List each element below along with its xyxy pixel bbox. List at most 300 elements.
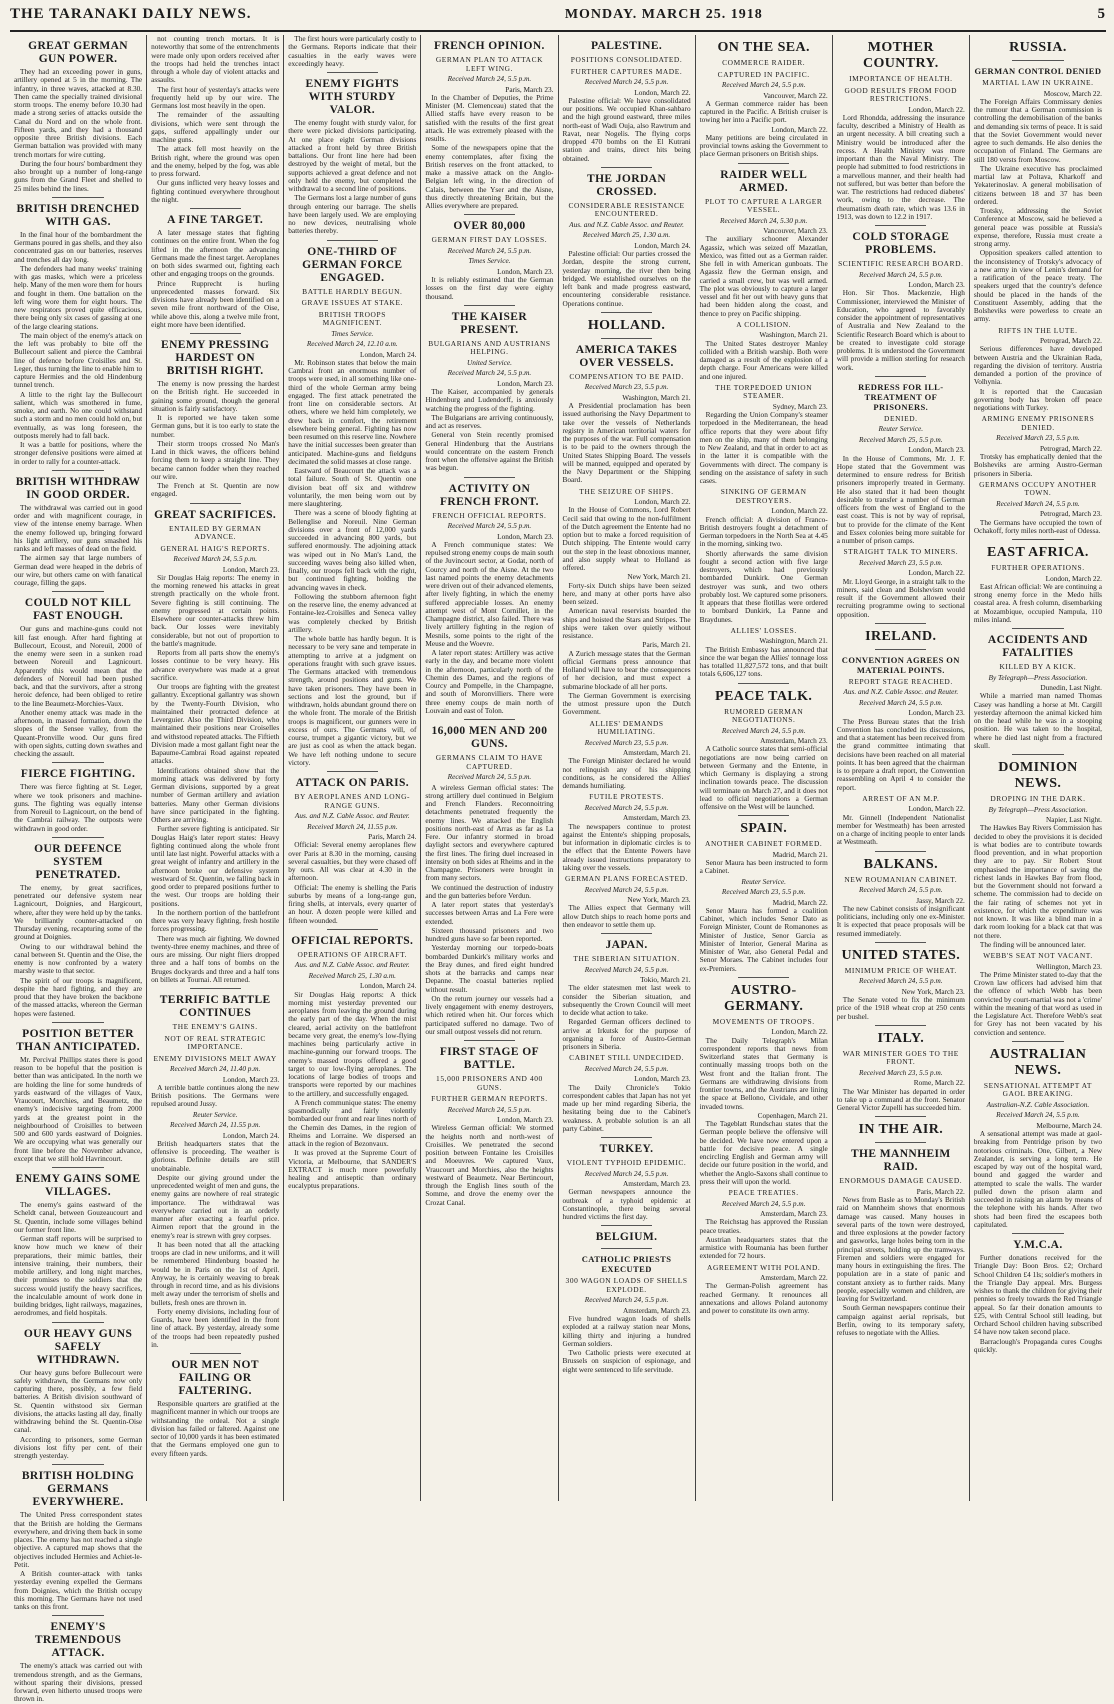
article-paragraph: The German Government is exercising the utmost pressure upon the Dutch Government.: [562, 690, 691, 717]
section-divider: [601, 1248, 652, 1249]
headline: 16,000 MEN AND 200 GUNS.: [431, 725, 548, 750]
article-paragraph: The Bulgarians are arriving continuously, and act as reserves.: [425, 412, 554, 430]
section-divider: [875, 649, 926, 650]
article-paragraph: Wireless German official: We stormed the heights north and north-west of Croisilles. We penetrated the second position between Fontaine les Croisilles and Moeuvres. We captured Vaux, Vraucourt and Morchies, also the heights westward of Beaumetz. Near Bertincourt, through the English lines south of the Somme, and drove the enemy over the Crozat Canal.: [425, 1123, 554, 1207]
subheadline: ENEMY DIVISIONS MELT AWAY: [153, 1053, 277, 1063]
subheadline: WAR MINISTER GOES TO THE FRONT.: [842, 1048, 959, 1067]
section-divider: [52, 1464, 103, 1465]
article-paragraph: The Daily Chronicle's Tokio correspondent cables that Japan has not yet made up her mind regarding Siberia, the hesitating being due to the Cabinet's weakness. A probable solution is an all party Cabinet.: [562, 1082, 691, 1133]
cable-credit: Received March 23, 5.5 p.m.: [721, 887, 806, 896]
column-container: [10, 34, 1106, 1704]
dateline: Washington, March 21.: [622, 392, 691, 402]
dateline: Moscow, March 22.: [1043, 88, 1102, 98]
cable-credit: Received March 24, 5.5 p.m.: [584, 884, 669, 894]
article-paragraph: Our troops are fighting with the greatest gallantry. Exceptional gallantry was shown by the Twenty-Fourth Division, who maintained their protracted defence at Leverguier. Also the Third Division, who maintained their positions near Croiselles and withstood repeated attacks. The Fiftieth Division made a most gallant fight near the Bapaume-Cambrai Road against repeated attacks.: [151, 682, 280, 766]
dateline: Amsterdam, March 23.: [622, 1305, 691, 1315]
dateline: London, March 23.: [222, 1074, 280, 1084]
article-paragraph: In the House of Commons, Mr. J. F. Hope stated that the Government was determined to ensure redress for British prisoners improperly treated in Germany. He also stated that it had been thought desirable to transfer a number of German officers from the west of England to the east coast. This is not by way of reprisal, but to provide for the climate of the Kent and Essex colonies being more suitable for a number of prison camps.: [836, 453, 965, 545]
dateline: London, March 22.: [771, 124, 828, 134]
article-paragraph: Many petitions are being circulated in provincial towns asking the Government to place German prisoners on British ships.: [699, 132, 828, 159]
section-divider: [464, 214, 515, 215]
article-paragraph: A Presidential proclamation has been issued authorising the Navy Department to take over the vessels of Netherlands registry in American territorial waters for the purposes of the war. Full compensation is to be paid to the owners through the United States Shipping Board. The vessels will be manned, equipped and operated by the Navy Department or the Shipping Board.: [562, 401, 691, 485]
article-paragraph: Serious differences have developed between Austria and the Ukrainian Rada, regarding the division of territory. Austria demanded a portion of the province of Volhynia.: [973, 344, 1102, 387]
article-paragraph: British headquarters states that the offensive is proceeding. The weather is glorious. Definite details are still unobtainable.: [151, 1138, 280, 1173]
subheadline: GENERAL HAIG'S REPORTS.: [160, 543, 270, 553]
subheadline: GERMANS CLAIM TO HAVE CAPTURED.: [435, 753, 544, 771]
headline: MOTHER COUNTRY.: [862, 40, 939, 71]
headline: FIERCE FIGHTING.: [20, 768, 136, 781]
article-paragraph: A terrible battle continues along the new British positions. The Germans were repulsed around Jussy.: [151, 1082, 280, 1109]
article-paragraph: There was fierce fighting at St. Leger, where we took prisoners and machine-guns. The fighting was equally intense from Noreuil to Lagnicourt, on the bend of the Cambrai railway. The outposts were withdrawn in good order.: [14, 782, 143, 833]
subheadline: ENTAILED BY GERMAN ADVANCE.: [168, 523, 262, 541]
newspaper-title: THE TARANAKI DAILY NEWS.: [10, 6, 252, 22]
article-paragraph: The elder statesmen met last week to consider the Siberian situation, and subsequently the Crown Council will meet to decide what action to take.: [562, 983, 691, 1017]
article-paragraph: It is reliably estimated that the German losses on the first day were eighty thousand.: [425, 275, 554, 301]
cable-credit: Received March 24, 5.5 p.m.: [173, 554, 257, 563]
article-paragraph: Palestine official: We have consolidated our positions. We occupied Khan-sahbaro and the high ground eastward, three miles north-east of Wadi Ouja, also Rawtrum and Ravat, near Nogelis. The flying corps dropped 470 bombs on the El Kutrani station and trains, direct hits being obtained.: [562, 95, 691, 163]
headline: ONE-THIRD OF GERMAN FORCE ENGAGED.: [302, 245, 403, 284]
article-paragraph: Lord Rhondda, addressing the insurance faculty, described a Ministry of Health as an urgent necessity. A bill creating such a Ministry would be introduced after the recess. A Health Ministry was more important than the Naval Ministry. The people had submitted to food restrictions in a marvellous manner, and their health had not suffered, but was better than before the war. The restrictions had reduced diabetes' work, owing to the decrease. The rheumatism death rate, which was 13.6 in 1913, was down to 12.2 in 1917.: [836, 112, 965, 221]
article-paragraph: A wireless German official states: The strong artillery duel continued in Belgium and French Flanders. Reconnoitring detachments penetrated frequently the enemy lines. We attacked the English positions north-east of Arras as far as La Fere. Our infantry stormed in broad daylight sectors and everywhere captured the first lines. The firing duel increased in intensity on both sides at Rheims and in the Champagne. Prisoners were brought in from many sectors.: [425, 782, 554, 883]
article-paragraph: Sixteen thousand prisoners and two hundred guns have so far been reported.: [425, 925, 554, 943]
cable-credit: Received March 24, 5.5 p.m.: [447, 772, 532, 781]
section-divider: [327, 240, 378, 241]
subheadline: ALLIES' DEMANDS HUMILIATING.: [589, 718, 664, 736]
headline: FRENCH OPINION.: [434, 40, 545, 52]
article-paragraph: Palestine official: Our parties crossed the Jordan, despite the strong current, yesterday morning, the river then being bridged. We established ourselves on the left bank and made progress eastward, encountering considerable resistance. Operations continue.: [562, 249, 691, 308]
section-divider: [875, 1025, 926, 1026]
section-divider: [327, 72, 378, 73]
article-paragraph: Forty-six Dutch ships have been seized here, and many at other ports have also been seized.: [562, 580, 691, 606]
headline: IN THE AIR.: [858, 1122, 944, 1138]
article-paragraph: The United States destroyer Manley collided with a British warship. Both were damaged as a result of the explosion of a depth charge. Four Americans were killed and one injured.: [699, 338, 828, 381]
subheadline: AGREEMENT WITH POLAND.: [707, 1262, 821, 1272]
article-paragraph: It was proved at the Supreme Court of Victoria, at Melbourne, that SANDER'S EXTRACT is much more powerfully healing and antiseptic than ordinary eucalyptus preparations.: [288, 1148, 417, 1191]
cable-credit: Received March 24, 5.5 p.m.: [996, 498, 1080, 508]
dateline: Petrograd, March 22.: [1039, 443, 1102, 453]
dateline: New York, March 23.: [901, 986, 965, 996]
headline: FIRST STAGE OF BATTLE.: [439, 1046, 539, 1071]
headline: IRELAND.: [865, 628, 937, 644]
subheadline: POSITIONS CONSOLIDATED.: [570, 55, 683, 64]
subheadline: SENSATIONAL ATTEMPT AT GAOL BREAKING.: [983, 1080, 1092, 1099]
headline: OUR MEN NOT FAILING OR FALTERING.: [171, 1359, 259, 1397]
article-paragraph: The Foreign Affairs Commissary denies the rumour that a German commission is controlling the demobilisation of the banks and demanding six terms of peace. It is said that the Soviet Government would never agree to such demands. He also denies the occupation of Finland. The Germans are still 180 versts from Moscow.: [973, 96, 1102, 164]
section-divider: [738, 815, 789, 816]
cable-credit: Received March 23, 5.5 p.m.: [584, 382, 669, 392]
dateline: London, March 24.: [222, 1130, 280, 1140]
cable-credit: Received March 24, 5.5 p.m.: [859, 976, 943, 986]
article-paragraph: Opposition speakers called attention to the inconsistency of Trotsky's advocacy of a new army in view of Lenin's demand for a ratification of the peace treaty. The speakers urged that the country's defence should be placed in the hands of the Constituent Assembly, adding that the Bolsheviks were powerless to create an army.: [973, 248, 1102, 324]
article-paragraph: Mr. Robinson states that below the main Cambrai front an enormous number of troops were used, in all something like one-third of the whole German army being engaged. The first attack penetrated the front line on considerable sectors. At others, where we held him completely, we drew back in comfort, the retirement elsewhere being general. Fighting has now been resumed on this reserve line. Nowhere have the initial successes been greater than anticipated. Machine-guns and fieldguns decimated the solid masses at close range.: [288, 357, 417, 466]
headline: GREAT GERMAN GUN POWER.: [28, 40, 129, 65]
section-divider: [1012, 539, 1063, 540]
article-paragraph: The airmen say that large numbers of German dead were heaped in the debris of our wire, but others came on with fanatical courage, filling the gaps.: [14, 553, 143, 587]
headline: HOLLAND.: [587, 317, 666, 333]
section-divider: [52, 1615, 103, 1616]
headline: Y.M.C.A.: [1013, 1239, 1063, 1251]
cable-credit: Aus. and N.Z. Cable Assoc. and Reuter.: [843, 687, 959, 697]
article-paragraph: The British Embassy has announced that since the war began the Allies' tonnage loss has totalled 11,827,572 tons, and that built totals 6,606,127 tons.: [699, 644, 828, 679]
article-paragraph: The enemy fought with sturdy valor, for there were picked divisions participating. At one place eight German divisions attacked a front held by three British battalions. Our front line here had been destroyed by the weight of metal, but the supports achieved a great defence and not only held the enemy, but completed the withdrawal to a second line of positions.: [288, 118, 417, 193]
article-paragraph: A little to the right lay the Bullecourt salient, which was smothered in fume, smoke, and earth. No one could withstand such a storm and no men could hold on, but eventually, as was long foreseen, the outposts merely had to fall back.: [14, 389, 143, 440]
subheadline: FURTHER CAPTURES MADE.: [570, 66, 683, 76]
article-paragraph: General von Stein recently promised General Hindenburg that the Austrians would concentrate on the eastern French front when the offensive against the British was begun.: [425, 430, 554, 473]
subheadline: 300 WAGON LOADS OF SHELLS EXPLODE.: [565, 1276, 688, 1294]
subheadline: MARTIAL LAW IN UKRAINE.: [982, 78, 1094, 87]
subheadline: THE SIBERIAN SITUATION.: [573, 954, 680, 963]
article-paragraph: According to prisoners, some German divisions lost fifty per cent. of their strength yesterday.: [14, 1434, 143, 1460]
subheadline: CAPTURED IN PACIFIC.: [717, 69, 810, 79]
cable-credit: Received March 24, 11.55 p.m.: [307, 821, 398, 831]
headline: A FINE TARGET.: [167, 214, 264, 226]
cable-credit: Times Service.: [468, 256, 511, 266]
dateline: London, March 22.: [908, 104, 965, 114]
cable-credit: Received March 24, 5.5 p.m.: [996, 1110, 1080, 1120]
article-paragraph: Trotsky has emphatically denied that the Bolsheviks are arming Austro-German prisoners in Siberia.: [973, 452, 1102, 478]
section-divider: [464, 1040, 515, 1041]
cable-credit: Aus. and N.Z. Cable Assoc. and Reuter.: [294, 811, 410, 820]
subheadline: FURTHER OPERATIONS.: [991, 563, 1085, 572]
subheadline: MINIMUM PRICE OF WHEAT.: [844, 965, 957, 975]
dateline: Paris, March 24.: [368, 832, 417, 841]
article-paragraph: The Daily Telegraph's Milan correspondent reports that news from Switzerland states that Germany is continually massing troops both on the West front and the Italian front. The Germans are withdrawing divisions from frontier towns, and the Austrians are lining the space at Bellono, Cividale, and other invaded towns.: [699, 1035, 828, 1111]
headline: ENEMY GAINS SOME VILLAGES.: [15, 1173, 141, 1198]
headline: COLD STORAGE PROBLEMS.: [852, 231, 950, 256]
article-paragraph: In the final hour of the bombardment the Germans poured in gas shells, and they also concentrated gas on our batteries, reserves and trenches all day long.: [14, 229, 143, 264]
dateline: Petrograd, March 22.: [1039, 336, 1102, 345]
cable-credit: Received March 23, 5.5 p.m.: [584, 737, 669, 747]
section-divider: [190, 333, 241, 334]
subheadline: GRAVE ISSUES AT STAKE.: [301, 298, 404, 307]
subheadline: FUTILE PROTESTS.: [589, 792, 664, 802]
article-paragraph: Shortly afterwards the same division fought a second action with five large destroyers, which had previously bombarded Dunkirk. One German destroyer was sunk, and two others probably lost. We captured some prisoners. It appears that these flotillas were ordered to bombard Dunkirk, La Panne and Braydunes.: [699, 548, 828, 624]
subheadline: REPORT STAGE REACHED.: [848, 676, 953, 686]
dateline: Amsterdam, March 21.: [622, 748, 691, 757]
article-paragraph: Senor Maura has formed a coalition Cabinet, which includes Senor Dato as Foreign Minister, Count de Romanones as Minister of Justice, Senor Garcia as Minister of Interior, General Marina as Minister of War, also General Pedal and Senor Moraes. The Cabinet includes four ex-Premiers.: [699, 905, 828, 973]
article-paragraph: Prince Rupprecht is hurling unprecedented masses forward. Six divisions have already been identified on a seven mile front northward of the Oise, while above this, along a twelve mile front, eight more have been identified.: [151, 278, 280, 329]
section-divider: [601, 1225, 652, 1226]
cable-credit: Aus. and N.Z. Cable Assoc. and Reuter.: [294, 960, 410, 970]
article-paragraph: Owing to our withdrawal behind the canal between St. Quentin and the Oise, the enemy is now confronted by a watery marshy waste to that sector.: [14, 941, 143, 976]
dateline: Amsterdam, March 23.: [622, 1179, 691, 1188]
subheadline: OPERATIONS OF AIRCRAFT.: [297, 949, 408, 959]
article-paragraph: Responsible quarters are gratified at the magnificent manner in which our troops are withstanding the ordeal. Not a single division has failed or faltered. Against one sector of 10,000 yards it has been estimated that the Germans employed one gun to every fifteen yards.: [151, 1399, 280, 1458]
article-paragraph: There was much air fighting. We downed twenty-three enemy machines, and three of ours are missing. Our night fliers dropped three and a half tons of bombs on the Bruges dockyards and three and a half tons on billets at Tournai. All returned.: [151, 933, 280, 984]
subheadline: A COLLISION.: [736, 319, 792, 329]
subheadline: RIFTS IN THE LUTE.: [998, 325, 1078, 335]
subheadline: THE ENEMY'S GAINS.: [172, 1022, 258, 1031]
column: [969, 35, 1106, 1501]
subheadline: ARMING ENEMY PRISONERS DENIED.: [981, 414, 1095, 432]
dateline: London, March 23.: [222, 564, 280, 574]
section-divider: [1012, 754, 1063, 755]
article-paragraph: It is reported we have taken some German guns, but it is too early to state the number.: [151, 413, 280, 439]
section-divider: [738, 683, 789, 684]
article-paragraph: Our guns inflicted very heavy losses and fighting continued everywhere throughout the night.: [151, 178, 280, 204]
dateline: London, March 23.: [497, 531, 554, 541]
article-paragraph: The new Cabinet consists of insignificant politicians, including only one ex-Minister. It is expected that peace proposals will be resumed immediately.: [836, 903, 965, 938]
cable-credit: Received March 24, 12.10 a.m.: [306, 339, 398, 348]
section-divider: [190, 208, 241, 209]
subheadline: FRENCH OFFICIAL REPORTS.: [432, 510, 547, 520]
article-paragraph: The first hour of yesterday's attacks were frequently held up by our wire. The Germans lost most heavily in the open.: [151, 84, 280, 110]
cable-credit: Australian-N.Z. Cable Association.: [986, 1099, 1090, 1109]
subheadline: BRITISH TROOPS MAGNIFICENT.: [318, 309, 386, 327]
cable-credit: Received March 24, 5.5 p.m.: [859, 885, 943, 894]
column: [420, 35, 557, 1501]
section-divider: [1012, 1041, 1063, 1042]
headline: GREAT SACRIFICES.: [154, 508, 277, 521]
section-divider: [52, 1322, 103, 1323]
article-paragraph: Two Catholic priests were executed at Brussels on suspicion of espionage, and eight were sentenced to life servitude.: [562, 1348, 691, 1374]
cable-credit: By Telegraph—Press Association.: [988, 672, 1088, 682]
article-paragraph: East African official: We are continuing a strong enemy force in the Medo hills coastal area. A fresh column, disembarking at Mozambique, occupied Nampula, 110 miles inland.: [973, 581, 1102, 624]
dateline: London, March 23.: [497, 378, 554, 388]
article-paragraph: Official: The enemy is shelling the Paris suburbs by means of a long-range gun, firing shells, at intervals, every quarter of an hour. A dozen people were killed and fifteen wounded.: [288, 882, 417, 925]
subheadline: BATTLE HARDLY BEGUN.: [302, 286, 403, 296]
dateline: Amsterdam, March 23.: [760, 1209, 828, 1218]
cable-credit: Reuter Service.: [741, 876, 786, 886]
column: [10, 35, 146, 1704]
cable-credit: Received March 23, 5.5 p.m.: [996, 433, 1080, 443]
headline: EAST AFRICA.: [987, 545, 1089, 560]
article-paragraph: not counting trench mortars. It is noteworthy that some of the entrenchments were made only upon orders received after the troops had held the trenches intact through a whole day of violent attacks and assaults.: [151, 34, 280, 85]
cable-credit: Received March 25, 5.5 p.m.: [859, 434, 943, 444]
article-paragraph: Yesterday morning our torpedo-boats bombarded Dunkirk's military works and the Bray dunes, and fired eight hundred shots at the barracks and camps near Depanne. The coastal batteries replied without result.: [425, 943, 554, 994]
headline: REDRESS FOR ILL-TREATMENT OF PRISONERS.: [858, 381, 944, 412]
headline: BRITISH DRENCHED WITH GAS.: [16, 202, 140, 228]
subheadline: SINKING OF GERMAN DESTROYERS.: [720, 487, 807, 505]
subheadline: FURTHER GERMAN REPORTS.: [431, 1094, 548, 1103]
subheadline: BY AEROPLANES AND LONG-RANGE GUNS.: [294, 792, 411, 810]
article-paragraph: During the four hours' bombardment they also brought up a number of long-range guns from the Grand Fleet and shelled to 25 miles behind the lines.: [14, 158, 143, 193]
article-paragraph: The Hawkes Bay Rivers Commission has decided to obey the provisions it is decided is what bodies are to contribute towards flood prevention, and in what proportion they are to pay. Sir Robert Stout emphasised the importance of saving the richest lands in Hawkes Bay from flood, but the Government should not forward a scheme. The commission had to decide on the fair rating of schemes not yet in existence, for which the expenditure was not known. It was like a blind man in a dark room looking for a black cat that was not there.: [973, 823, 1102, 940]
dateline: London, March 24.: [360, 981, 417, 991]
article-paragraph: Mr. Ginnell (Independent Nationalist member for Westmeath) has been arrested on a charge of inciting people to enter lands at Westmeath.: [836, 812, 965, 847]
article-paragraph: The attack fell most heavily on the British right, where the ground was open and the enemy, helped by the fog, was able to press forward.: [151, 144, 280, 178]
section-divider: [738, 977, 789, 978]
subheadline: THE TORPEDOED UNION STEAMER.: [715, 382, 813, 401]
dateline: Washington, March 21.: [759, 636, 828, 646]
dateline: Vancouver, March 23.: [763, 226, 828, 235]
article-paragraph: Eastward of Beaucourt the attack was a total failure. South of St. Quentin one division beat off six and withdrew voluntarily, the men being worn out by mere slaughtering.: [288, 466, 417, 508]
article-paragraph: The first hours were particularly costly to the Germans. Reports indicate that their casualties in the early waves were exceedingly heavy.: [288, 34, 417, 68]
article-paragraph: The Allies expect that Germany will allow Dutch ships to reach home ports and then endeavor to settle them up.: [562, 903, 691, 929]
article-paragraph: Despite our giving ground under the unprecedented weight of men and guns, the enemy gains are nowhere of real strategic importance. The withdrawal was everywhere carried out in an orderly manner after exacting a fearful price. Airmen report that the ground in the enemy's rear is strewn with grey corpses.: [151, 1172, 280, 1240]
dateline: Rome, March 22.: [913, 1078, 965, 1088]
dateline: London, March 23.: [908, 280, 965, 289]
section-divider: [738, 163, 789, 164]
subheadline: IMPORTANCE OF HEALTH.: [849, 74, 953, 83]
subheadline: PLOT TO CAPTURE A LARGER VESSEL.: [704, 196, 823, 214]
dateline: London, March 22.: [1045, 573, 1102, 583]
article-paragraph: Forty enemy divisions, including four of Guards, have been identified in the front line of attack. By yesterday, already some of the troops had been repeatedly pushed in.: [151, 1306, 280, 1349]
headline: COULD NOT KILL FAST ENOUGH.: [24, 597, 132, 623]
cable-credit: Received March 24, 5.5 p.m.: [859, 697, 943, 707]
subheadline: NEW ROUMANIAN CABINET.: [844, 874, 958, 884]
headline: SPAIN.: [740, 821, 788, 837]
column: [283, 35, 420, 1501]
headline: DOMINION NEWS.: [998, 760, 1078, 791]
article-paragraph: A French communique states: The enemy spasmodically and fairly violently bombarded our front and rear lines north of the Chemin des Dames, in the region of Rheims and Lorraine. We dispersed an attack in the region of Bezonvaux.: [288, 1097, 417, 1148]
article-paragraph: Regarded German officers declined to arrive at Irkutsk for the purpose of organising a force of Austro-German prisoners in Siberia.: [562, 1017, 691, 1051]
dateline: Copenhagen, March 21.: [757, 1110, 828, 1120]
article-paragraph: Mr. Lloyd George, in a straight talk to the miners, said clean and Bolshevism would result if the Government allowed their recruiting programme owing to sectional opposition.: [836, 576, 965, 619]
headline: ATTACK ON PARIS.: [295, 777, 410, 789]
headline: AUSTRALIAN NEWS.: [989, 1046, 1087, 1078]
article-paragraph: The Prime Minister stated to-day that the Crown law officers had advised him that the offence of which Webb has been convicted by court-martial was not a 'crime' within the meaning of that word as used in the Legislature Act. Therefore Webb's seat for Grey has not been vacated by his conviction and sentence.: [973, 969, 1102, 1037]
headline: ENEMY PRESSING HARDEST ON BRITISH RIGHT.: [161, 339, 270, 377]
article-paragraph: The Tageblatt Rundschau states that the German people believe the offensive will be decided. We have now entered upon a battle for decisive peace. A single encircling English and German army will decide our future position in the world, and whether the Anglo-Saxons shall continue to press their will upon the world.: [699, 1119, 828, 1186]
article-paragraph: The enemy, by great sacrifices, penetrated our defensive system near Lagnicourt, Doignies, and Hargicourt, where, after they were held up by the tanks. We brilliantly counter-attacked on Thursday evening, recapturing some of the ground at Doignies.: [14, 882, 143, 942]
article-paragraph: It was a battle for positions, where the stronger defensive positions were aimed at in order to rally for a counter-attack.: [14, 440, 143, 466]
article-paragraph: Barraclough's Propaganda cures Coughs quickly.: [973, 1336, 1102, 1354]
headline: ACTIVITY ON FRENCH FRONT.: [439, 482, 539, 508]
section-divider: [52, 591, 103, 592]
dateline: London, March 22.: [771, 1027, 828, 1037]
dateline: London, March 22.: [634, 497, 691, 506]
headline: GERMAN CONTROL DENIED: [974, 66, 1102, 76]
article-paragraph: A German commerce raider has been captured in the Pacific. A British cruiser is towing her into a Pacific port.: [699, 98, 828, 125]
subheadline: COMPENSATION TO BE PAID.: [569, 371, 684, 381]
article-paragraph: The Reichstag has approved the Russian peace treaties.: [699, 1217, 828, 1235]
section-divider: [875, 1116, 926, 1117]
subheadline: ALLIES' LOSSES.: [730, 625, 797, 635]
section-divider: [52, 1167, 103, 1168]
article-paragraph: A later message states that fighting continues on the entire front. When the fog lifted in the afternoon the advancing Germans made the finest target. Aeroplanes on both sides swarmed out, fighting each other and engaging troops on the grounds.: [151, 228, 280, 279]
issue-date: MONDAY. MARCH 25. 1918: [564, 7, 763, 22]
article-paragraph: The main object of the enemy's attack on the left was probably to bite off the Bullecourt salient and pierce the Cambrai line of defence before Croisilles and St. Leger, thus turning the line to enable him to capture Hermies and the old Hindenburg tunnel trench.: [14, 330, 143, 390]
subheadline: MOVEMENTS OF TROOPS.: [712, 1016, 815, 1026]
subheadline: VIOLENT TYPHOID EPIDEMIC.: [566, 1158, 687, 1167]
cable-credit: Received March 24, 5.5 p.m.: [584, 1168, 669, 1178]
section-divider: [464, 719, 515, 720]
headline: ENEMY'S TREMENDOUS ATTACK.: [34, 1621, 122, 1660]
section-divider: [601, 1137, 652, 1138]
article-paragraph: There was a scene of bloody fighting at Bellenglise and Noreuil. Nine German divisions over a front of 12,000 yards succeeded in advancing 800 yards, but suffered enormously. The adjoining attack was wiped out in No Man's Land, the succeeding waves being also killed when, finally, our troops fell back with the right, but continued fighting, holding the advancing waves in check.: [288, 508, 417, 592]
article-paragraph: Sir Douglas Haig reports: The enemy in the morning renewed his attacks in great strength practically on the whole front. Severe fighting is still continuing. The enemy progressed at certain points. Elsewhere our counter-attacks threw him back. Our losses were inevitably considerable, but not out of proportion to the battle's magnitude.: [151, 572, 280, 648]
cable-credit: Received March 24, 5.5 p.m.: [721, 80, 806, 89]
article-paragraph: Hon. Sir Thos. Mackenzie, High Commissioner, interviewed the Minister of Education, who agreed to favorably consider the appointment of representatives of Australia and New Zealand to the Scientific Research Board which is about to be created to investigate cold storage problems. It is understood the Government will provide a million sterling for research work.: [836, 288, 965, 372]
dateline: Sydney, March 23.: [772, 401, 828, 411]
section-divider: [601, 338, 652, 339]
column: [695, 35, 832, 1501]
article-paragraph: The auxiliary schooner Alexander Agassiz, which was seized off Mazatlan, Mexico, was fitted out as a German raider. She fell in with American gunboats. The Agassiz flew the German ensign, and carried a small crew, but was well armed. The plot was obviously to capture a larger vessel and fit her out with heavy guns that had been hidden along the coast, and thence to prey on Pacific shipping.: [699, 234, 828, 318]
headline: OVER 80,000: [453, 220, 526, 233]
dateline: Petrograd, March 23.: [1039, 509, 1102, 519]
headline: THE JORDAN CROSSED.: [587, 172, 667, 198]
article-paragraph: It has been noted that all the attacking troops are clad in new uniforms, and it will be remembered Hindenburg boasted he would be in Paris on the 1st of April. Anyway, he is certainly weaving to break through in record time, and as his divisions melt away under the terrorism of shells and bullets, fresh ones are thrown in.: [151, 1239, 280, 1307]
subheadline: RUMORED GERMAN NEGOTIATIONS.: [724, 706, 804, 724]
dateline: London, March 22.: [908, 804, 965, 814]
article-paragraph: Regarding the Union Company's steamer torpedoed in the Mediterranean, the head office reports that they were about fifty men on the ship, many of them belonging to New Zealand, and that in order to act as in the latter it is compatible with the Governments with direct. The company is sending on the assistance of safety in such cases.: [699, 410, 828, 485]
headline: THE KAISER PRESENT.: [451, 310, 528, 336]
article-paragraph: The Senate voted to fix the minimum price of the 1918 wheat crop at 250 cents per bushel.: [836, 995, 965, 1021]
headline: CATHOLIC PRIESTS EXECUTED: [581, 1254, 672, 1275]
headline: BALKANS.: [863, 856, 938, 872]
cable-credit: Received March 24, 11.40 p.m.: [170, 1064, 261, 1073]
cable-credit: Received March 24, 5.5 p.m.: [447, 74, 532, 83]
article-paragraph: News from Basle as to Monday's British raid on Mannheim shows that enormous damage was caused. Many houses in several parts of the town were destroyed, and three explosions at the powder factory and gasworks, large holes being torn in the principal streets, holding up the tramways. Firemen and soldiers were engaged for many hours in extinguishing the fires. The population are in a state of panic and constant anxiety as to further raids. Many people, especially women and children, are leaving for Switzerland.: [836, 1195, 965, 1303]
cable-credit: Received March 24, 5.5 p.m.: [447, 245, 532, 255]
cable-credit: Received March 24, 5.5 p.m.: [447, 1104, 532, 1114]
headline: ITALY.: [877, 1030, 925, 1046]
cable-credit: Received March 24, 5.5 p.m.: [584, 77, 669, 86]
cable-credit: Reuter Service.: [192, 1109, 238, 1119]
section-divider: [52, 470, 103, 471]
section-divider: [875, 1142, 926, 1143]
cable-credit: Received March 25, 1.30 a.m.: [308, 970, 396, 980]
section-divider: [52, 197, 103, 198]
dateline: Dunedin, Last Night.: [1040, 683, 1102, 692]
article-paragraph: South German newspapers continue their campaign against aerial reprisals, but Berlin, owing to its temporary safety, refuses to negotiate with the Allies.: [836, 1303, 965, 1337]
headline: CONVENTION AGREES ON MATERIAL POINTS.: [841, 654, 960, 675]
article-paragraph: Austrian headquarters states that the armistice with Roumania has been further extended for 72 hours.: [699, 1234, 828, 1261]
headline: UNITED STATES.: [841, 947, 961, 963]
article-paragraph: The spirit of our troops is magnificent, despite the hard fighting, and they are proud that they have broken the backbone of the massed attacks, whereon the German hopes were fastened.: [14, 975, 143, 1018]
article-paragraph: A later report states: Artillery was active early in the day, and became more violent in the afternoon, particularly north of the Chemin des Dames, and the regions of Courcy and Pompelle, in the Champagne, and south of Moronvilliers. There were three enemy coups de main north of Louvain and east of Tolon.: [425, 648, 554, 715]
section-divider: [1012, 628, 1063, 629]
masthead: [10, 6, 1106, 32]
subheadline: SCIENTIFIC RESEARCH BOARD.: [838, 259, 964, 268]
headline: AUSTRO-GERMANY.: [724, 982, 804, 1014]
section-divider: [875, 376, 926, 377]
article-paragraph: Following the stubborn afternoon fight on the reserve line, the enemy advanced at Fontaine-lez-Croisilles and Seneca valley was completely checked by British artillery.: [288, 591, 417, 634]
subheadline: GERMAN FIRST DAY LOSSES.: [431, 235, 548, 245]
headline: BRITISH HOLDING GERMANS EVERYWHERE.: [21, 1470, 135, 1509]
article-paragraph: Trotsky, addressing the Soviet Conference at Moscow, said he believed a general peace was possible at Russia's expense, therefore, Russia must create a strong army.: [973, 206, 1102, 248]
article-paragraph: The Foreign Minister declared he would not relinquish any of his shipping conditions, as he considered the Allies' demands humiliating.: [562, 756, 691, 790]
section-divider: [52, 1022, 103, 1023]
dateline: Madrid, March 22.: [772, 897, 828, 907]
subheadline: WEBB'S SEAT NOT VACANT.: [983, 951, 1093, 960]
article-paragraph: The finding will be announced later.: [979, 939, 1086, 949]
article-paragraph: On the return journey our vessels had a lively engagement with enemy destroyers, which retired when hit. Our forces which participated suffered no damage. Two of our small outpost vessels did not return.: [425, 993, 554, 1036]
dateline: London, March 22.: [634, 87, 691, 97]
subheadline: CONSIDERABLE RESISTANCE ENCOUNTERED.: [568, 200, 685, 219]
subheadline: GERMANS OCCUPY ANOTHER TOWN.: [979, 479, 1097, 498]
headline: OFFICIAL REPORTS.: [291, 934, 414, 947]
article-paragraph: We continued the destruction of industry and the gun batteries before Verdun.: [425, 882, 554, 900]
headline: OUR HEAVY GUNS SAFELY WITHDRAWN.: [23, 1327, 133, 1366]
column: [146, 35, 283, 1501]
article-paragraph: A Catholic source states that semi-official negotiations are now being carried on between Germany and the Entente, in which Germany is displaying a strong inclination towards peace. The discussion will terminate on March 27, and it does not lead to official negotiations a German offensive on the West will be launched.: [699, 744, 828, 811]
article-paragraph: In the Chamber of Deputies, the Prime Minister (M. Clemenceau) stated that the Allied staffs have every reason to be satisfied with the results of the first great attack. He was extremely pleased with the results.: [425, 92, 554, 143]
subheadline: DENIED.: [884, 413, 918, 423]
headline: PALESTINE.: [590, 40, 663, 52]
article-paragraph: The withdrawal was carried out in good order and with magnificent courage, in view of the intense enemy barrage. When the enemy followed up, bringing forward his light artillery, our guns smashed his ranks and left masses of dead on the field.: [14, 502, 143, 553]
section-divider: [875, 851, 926, 852]
dateline: Madrid, March 21.: [772, 849, 828, 859]
dateline: Washington, March 21.: [759, 330, 828, 340]
article-paragraph: A sensational attempt was made at gaol-breaking from Pentridge prison by two notorious criminals. One, Gilbert, a New Zealander, is serving a long term. He escaped by way out of the hospital ward, bound and gagged the warder and attempted to scale the walls. The warder pulled down the prison alarm and succeeded in raising an alarm by means of the telephone with his hands. After two shots had been fired the escapees both capitulated.: [973, 1129, 1102, 1229]
dateline: New York, March 23.: [627, 895, 691, 904]
dateline: London, March 23.: [908, 708, 965, 718]
cable-credit: Received March 24, 5.5 p.m.: [859, 269, 943, 279]
article-paragraph: A French communique states: We repulsed strong enemy coups de main south of the Juvincourt sector, at Godat, north of Courcy and north of the Aisne. At the two last named points the enemy detachments were driven out of their advanced elements, after lively fighting, in which the enemy suffered appreciable losses. An enemy attempt west of Mont Cornillet, in the Champagne district, also failed. There was lively artillery fighting in the region of Mesnils, some points to the right of the Meuse and the Woevre.: [425, 539, 554, 648]
page-number: 5: [1097, 6, 1106, 22]
article-paragraph: A British counter-attack with tanks yesterday evening expelled the Germans from Doignies, which the British occupy this morning. The Germans have not used tanks on this front.: [14, 1569, 143, 1611]
article-paragraph: The enemy's attack was carried out with tremendous strength, and as the Germans, without sparing their divisions, pressed forward, even hitherto unused troops were thrown in.: [14, 1661, 143, 1704]
article-paragraph: The Germans lost a large number of guns through entering our barrage. The shells have been largely used. We are employing no new devices, neutralising whole batteries thereby.: [288, 193, 417, 236]
article-paragraph: The newspapers continue to protest against the Entente's shipping proposals, but information in diplomatic circles is to the effect that the Entente Powers have already issued instructions preparatory to taking over the vessels.: [562, 821, 691, 872]
dateline: London, March 24.: [360, 349, 417, 359]
cable-credit: Received March 24, 5.5 p.m.: [584, 964, 669, 974]
cable-credit: Received March 24, 5.30 p.m.: [720, 215, 808, 225]
subheadline: PEACE TREATIES.: [728, 1188, 799, 1197]
subheadline: 15,000 PRISONERS AND 400 GUNS.: [436, 1074, 543, 1092]
